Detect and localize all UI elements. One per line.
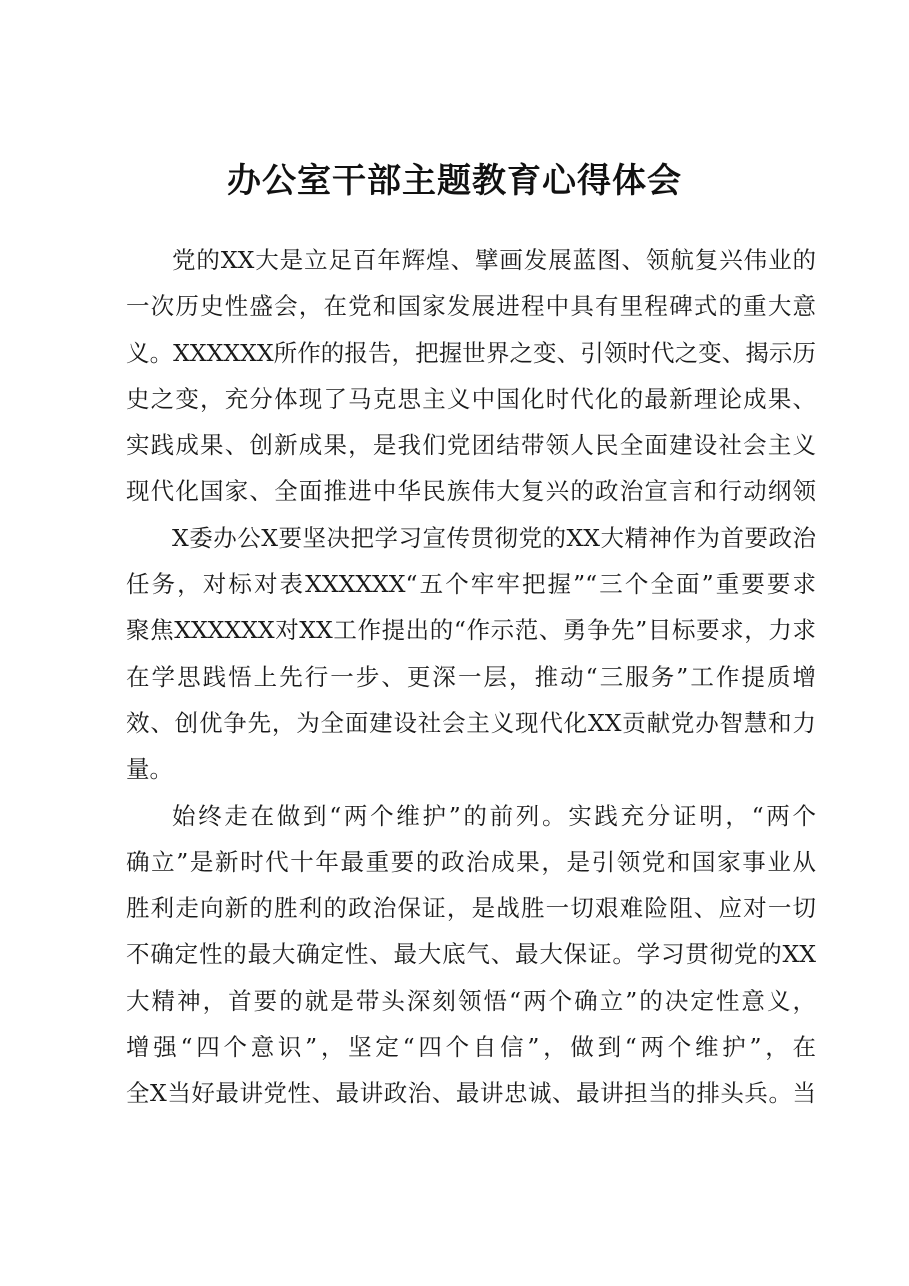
paragraph-line: 全X当好最讲党性、最讲政治、最讲忠诚、最讲担当的排头兵。当 [126, 1079, 816, 1108]
paragraph-1 [126, 237, 816, 515]
paragraph-line: 效、创优争先，为全面建设社会主义现代化XX贡献党办智慧和力 [126, 708, 816, 737]
paragraph-line: 任务，对标对表XXXXXX“五个牢牢把握”“三个全面”重要要求 [126, 570, 816, 599]
paragraph-line: 胜利走向新的胜利的政治保证，是战胜一切艰难险阻、应对一切 [126, 894, 816, 923]
paragraph-line: 义。XXXXXX所作的报告，把握世界之变、引领时代之变、揭示历 [126, 338, 816, 367]
document-title: 办公室干部主题教育心得体会 [227, 161, 682, 201]
document-body [126, 237, 816, 1117]
paragraph-line: 增强“四个意识”，坚定“四个自信”，做到“两个维护”，在 [126, 1033, 816, 1062]
paragraph-2 [126, 515, 816, 793]
paragraph-line: 始终走在做到“两个维护”的前列。实践充分证明，“两个 [172, 801, 816, 830]
paragraph-line: X委办公X要坚决把学习宣传贯彻党的XX大精神作为首要政治 [172, 523, 816, 552]
paragraph-line: 不确定性的最大确定性、最大底气、最大保证。学习贯彻党的XX [126, 940, 816, 969]
paragraph-line: 党的XX大是立足百年辉煌、擘画发展蓝图、领航复兴伟业的 [172, 246, 816, 274]
paragraph-line: 量。 [126, 755, 173, 784]
paragraph-line: 实践成果、创新成果，是我们党团结带领人民全面建设社会主义 [126, 431, 816, 460]
paragraph-line: 史之变，充分体现了马克思主义中国化时代化的最新理论成果、 [126, 384, 816, 413]
paragraph-3 [126, 793, 816, 1117]
paragraph-line: 现代化国家、全面推进中华民族伟大复兴的政治宣言和行动纲领 [126, 477, 816, 506]
paragraph-line: 一次历史性盛会，在党和国家发展进程中具有里程碑式的重大意 [126, 292, 816, 321]
paragraph-line: 确立”是新时代十年最重要的政治成果，是引领党和国家事业从 [126, 847, 816, 876]
paragraph-line: 大精神，首要的就是带头深刻领悟“两个确立”的决定性意义， [126, 986, 816, 1015]
paragraph-line: 在学思践悟上先行一步、更深一层，推动“三服务”工作提质增 [126, 662, 816, 691]
paragraph-line: 聚焦XXXXXX对XX工作提出的“作示范、勇争先”目标要求，力求 [126, 616, 816, 645]
